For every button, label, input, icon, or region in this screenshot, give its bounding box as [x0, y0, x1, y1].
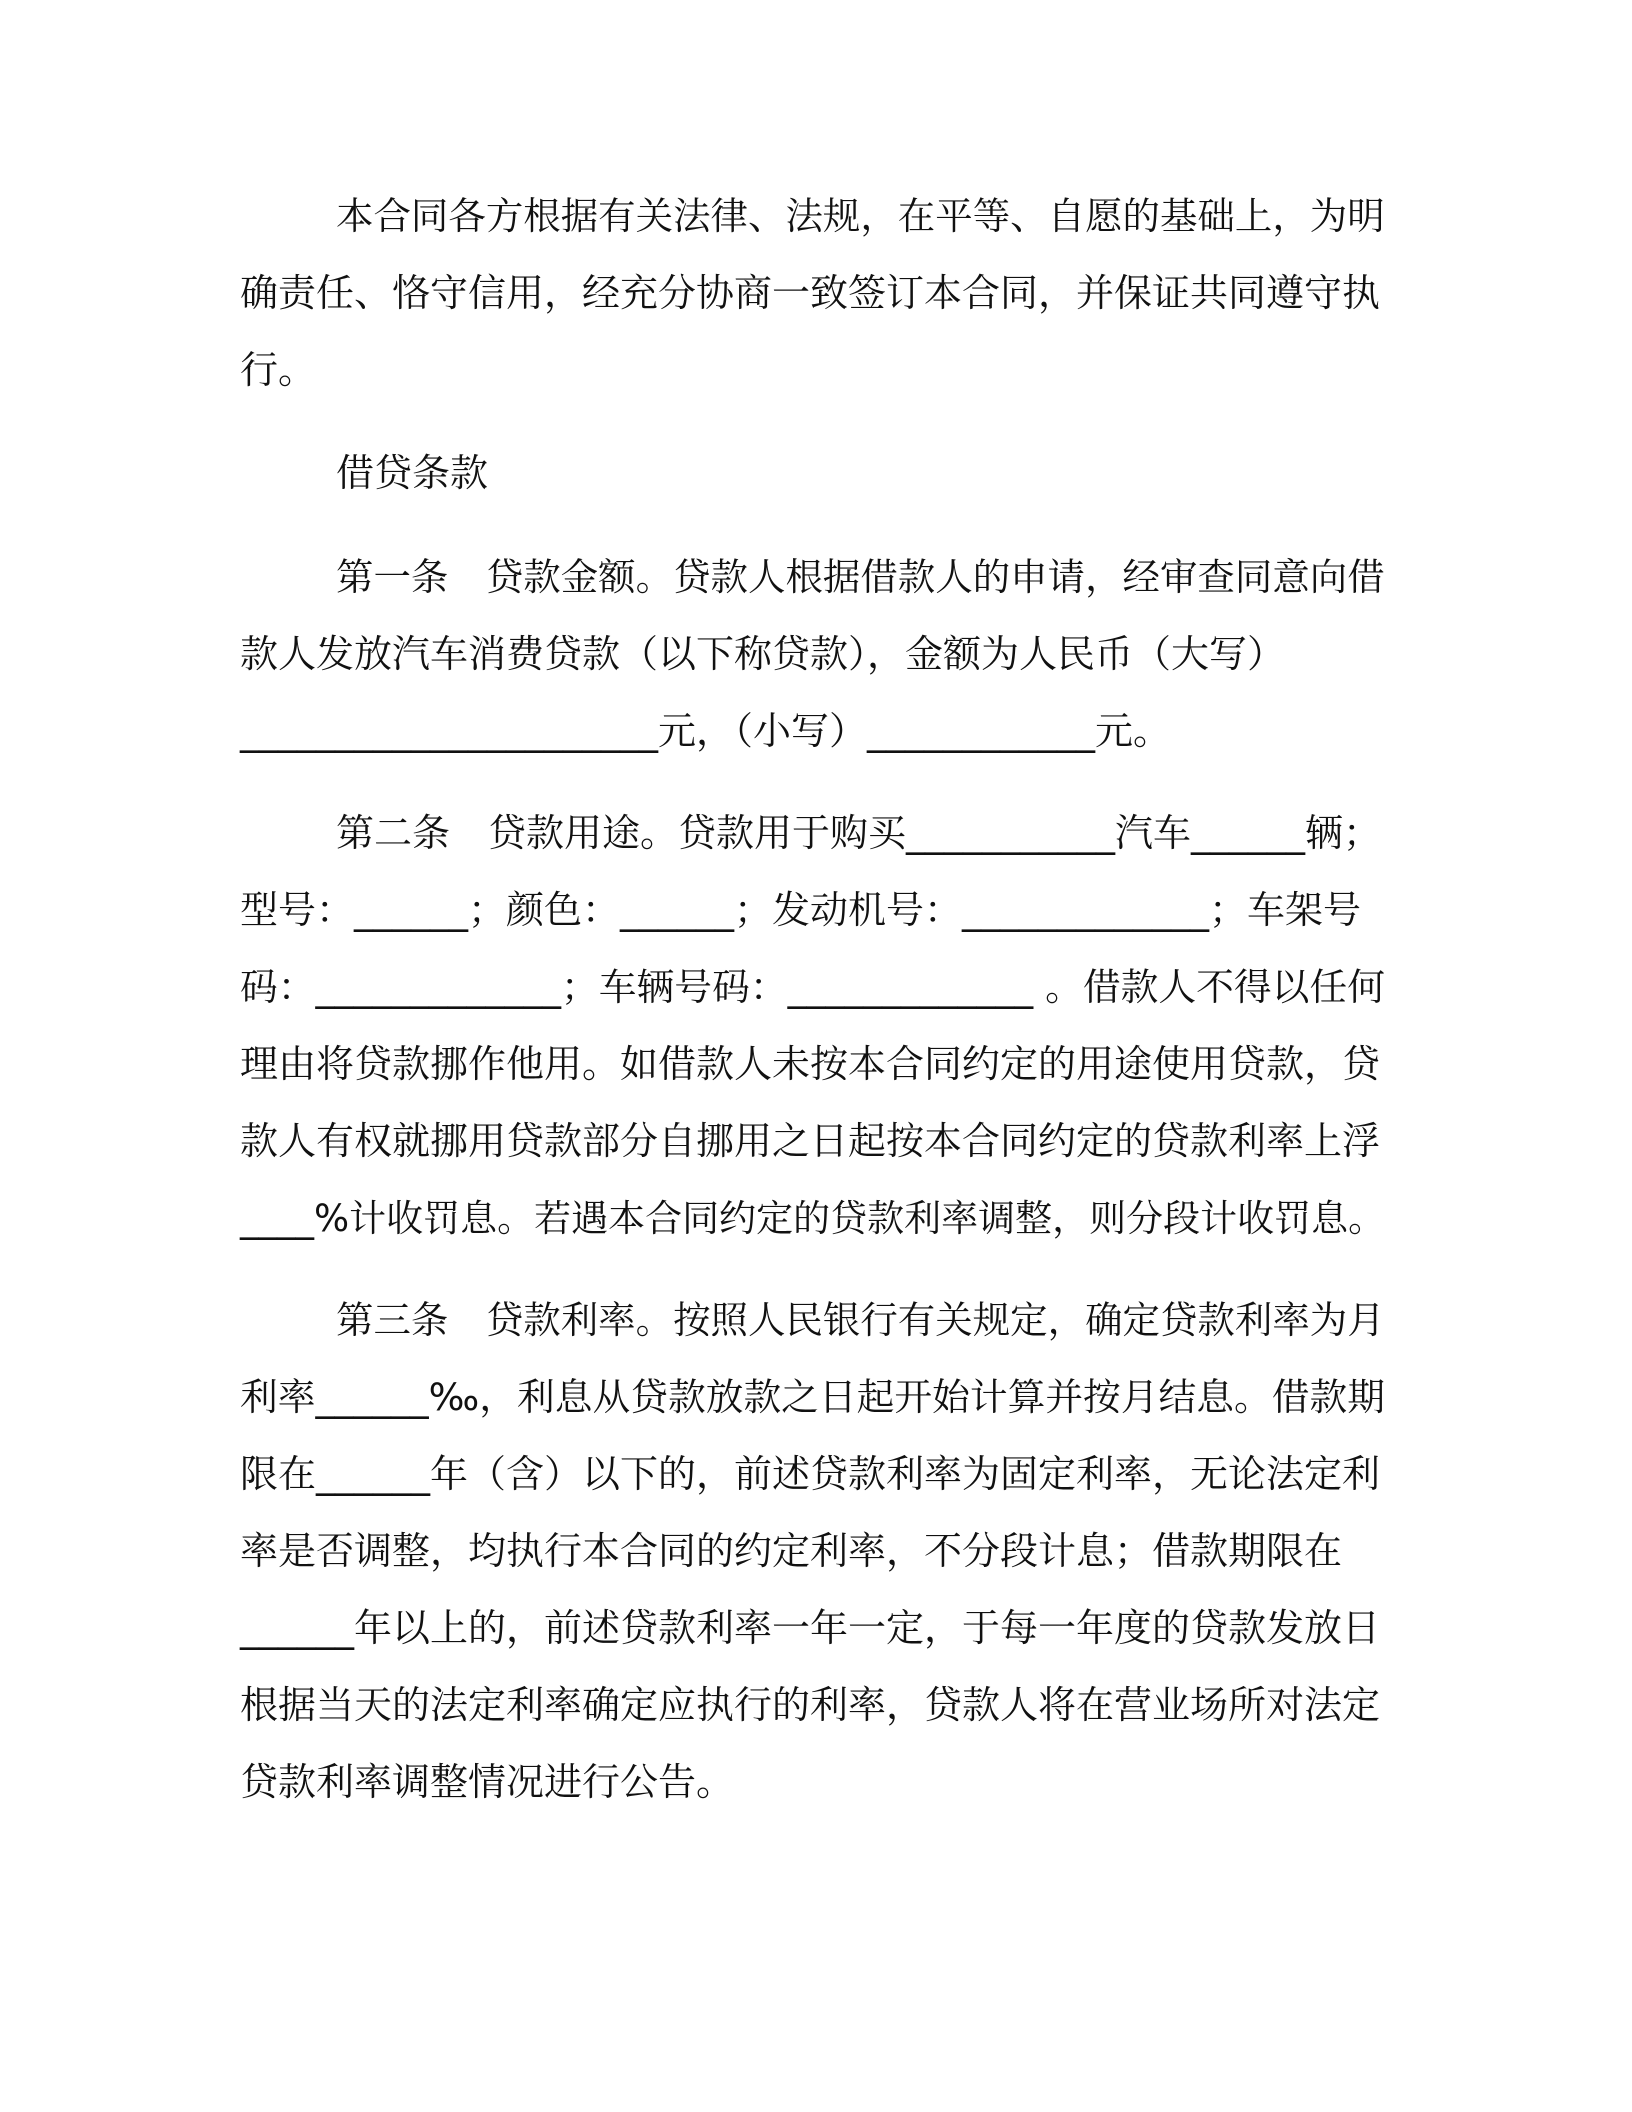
article-2-line-2: 型号：______；颜色：______；发动机号：_____________；车架号: [240, 888, 1362, 932]
article-3-line-6: 根据当天的法定利率确定应执行的利率，贷款人将在营业场所对法定: [240, 1683, 1381, 1727]
preamble-line-1: 本合同各方根据有关法律、法规，在平等、自愿的基础上，为明: [336, 194, 1385, 238]
article-3-paragraph: [240, 1282, 1385, 1821]
article-3-line-2: 利率______‰，利息从贷款放款之日起开始计算并按月结息。借款期: [240, 1375, 1385, 1419]
article-3-line-7: 贷款利率调整情况进行公告。: [240, 1760, 735, 1804]
article-3-line-4: 率是否调整，均执行本合同的约定利率，不分段计息；借款期限在: [240, 1529, 1343, 1573]
article-2-line-5: 款人有权就挪用贷款部分自挪用之日起按本合同约定的贷款利率上浮: [240, 1119, 1381, 1163]
article-2-paragraph: [240, 795, 1385, 1257]
article-2-line-6: ____%计收罚息。若遇本合同约定的贷款利率调整，则分段计收罚息。: [240, 1197, 1386, 1240]
article-3-line-1: 第三条 贷款利率。按照人民银行有关规定，确定贷款利率为月: [336, 1298, 1385, 1342]
article-1-line-3: ______________________元，（小写）____________元。: [240, 709, 1172, 753]
section-heading: 借贷条款: [336, 451, 489, 495]
preamble-line-3: 行。: [240, 348, 317, 392]
section-heading-block: [240, 435, 1385, 512]
article-2-line-1: 第二条 贷款用途。贷款用于购买___________汽车______辆；: [336, 811, 1382, 855]
preamble-paragraph: [240, 178, 1385, 409]
article-1-line-1: 第一条 贷款金额。贷款人根据借款人的申请，经审查同意向借: [336, 555, 1385, 599]
article-1-line-2: 款人发放汽车消费贷款（以下称贷款），金额为人民币（大写）: [240, 632, 1286, 676]
article-3-line-5: ______年以上的，前述贷款利率一年一定，于每一年度的贷款发放日: [240, 1606, 1381, 1650]
article-3-line-3: 限在______年（含）以下的，前述贷款利率为固定利率，无论法定利: [240, 1452, 1381, 1496]
article-2-line-3: 码：_____________；车辆号码：_____________ 。借款人不得以任何: [240, 965, 1385, 1009]
article-1-paragraph: [240, 539, 1385, 770]
preamble-line-2: 确责任、恪守信用，经充分协商一致签订本合同，并保证共同遵守执: [240, 271, 1381, 315]
article-2-line-4: 理由将贷款挪作他用。如借款人未按本合同约定的用途使用贷款，贷: [240, 1042, 1381, 1086]
